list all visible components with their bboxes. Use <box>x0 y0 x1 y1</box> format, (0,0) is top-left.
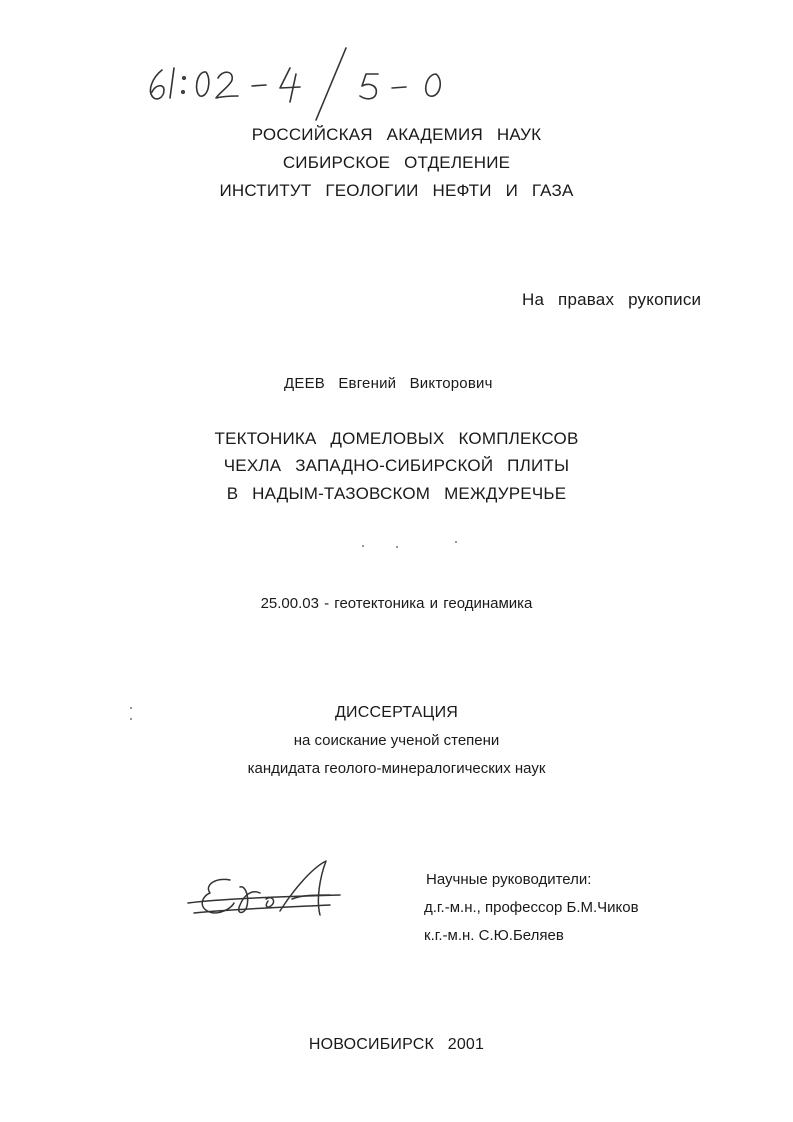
advisor-1: д.г.-м.н., профессор Б.М.Чиков <box>424 899 639 916</box>
org-institute: ИНСТИТУТ ГЕОЛОГИИ НЕФТИ И ГАЗА <box>219 181 574 200</box>
manuscript-note: На правах рукописи <box>522 290 702 309</box>
scan-speck <box>455 541 457 543</box>
degree-line-2: кандидата геолого-минералогических наук <box>247 760 546 777</box>
degree-line-1: на соискание ученой степени <box>293 732 500 749</box>
specialty: 25.00.03 - геотектоника и геодинамика <box>260 595 533 612</box>
handwritten-catalog-mark <box>140 40 480 125</box>
advisor-2: к.г.-м.н. С.Ю.Беляев <box>424 927 564 944</box>
org-academy: РОССИЙСКАЯ АКАДЕМИЯ НАУК <box>251 125 542 144</box>
advisors-heading: Научные руководители: <box>426 871 592 888</box>
org-branch: СИБИРСКОЕ ОТДЕЛЕНИЕ <box>282 153 511 172</box>
title-line-3: В НАДЫМ-ТАЗОВСКОМ МЕЖДУРЕЧЬЕ <box>226 484 567 503</box>
scan-speck <box>396 546 398 548</box>
place-and-year: НОВОСИБИРСК 2001 <box>308 1036 485 1053</box>
author-signature <box>180 855 350 930</box>
dissertation-heading: ДИССЕРТАЦИЯ <box>334 704 459 721</box>
author-name: ДЕЕВ Евгений Викторович <box>284 375 493 392</box>
title-line-2: ЧЕХЛА ЗАПАДНО-СИБИРСКОЙ ПЛИТЫ <box>223 456 570 475</box>
scan-speck <box>362 545 364 547</box>
title-line-1: ТЕКТОНИКА ДОМЕЛОВЫХ КОМПЛЕКСОВ <box>214 429 579 448</box>
